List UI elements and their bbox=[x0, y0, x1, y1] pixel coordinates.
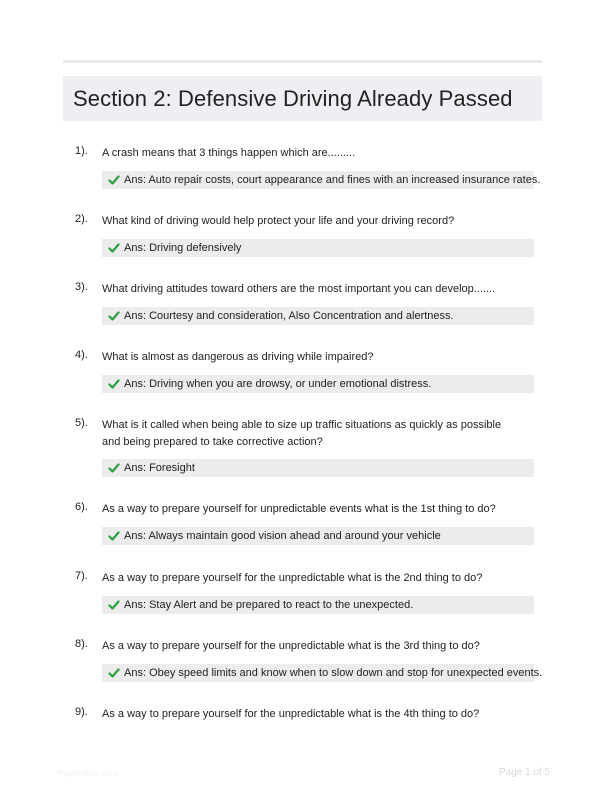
question-number: 4). bbox=[75, 349, 88, 361]
answer-text: Ans: Obey speed limits and know when to slow down and stop for unexpected events. bbox=[124, 667, 543, 679]
answer-text: Ans: Courtesy and consideration, Also Concentration and alertness. bbox=[124, 310, 454, 322]
answer-box bbox=[102, 459, 534, 477]
question-number: 6). bbox=[75, 501, 88, 513]
answer-box bbox=[102, 307, 534, 325]
answer-box bbox=[102, 527, 534, 545]
question-number: 1). bbox=[75, 145, 88, 157]
question-number: 5). bbox=[75, 417, 88, 429]
check-icon bbox=[108, 174, 120, 186]
question-number: 8). bbox=[75, 638, 88, 650]
question-text: What kind of driving would help protect your life and your driving record? bbox=[102, 215, 455, 227]
top-divider bbox=[63, 60, 542, 63]
check-icon bbox=[108, 462, 120, 474]
check-icon bbox=[108, 242, 120, 254]
answer-box bbox=[102, 664, 543, 682]
question-text: As a way to prepare yourself for the unpredictable what is the 4th thing to do? bbox=[102, 708, 480, 720]
answer-text: Ans: Always maintain good vision ahead and around your vehicle bbox=[124, 530, 441, 542]
question-text: A crash means that 3 things happen which are......... bbox=[102, 147, 356, 159]
check-icon bbox=[108, 378, 120, 390]
section-title: Section 2: Defensive Driving Already Passed bbox=[73, 85, 513, 111]
answer-text: Ans: Driving defensively bbox=[124, 242, 242, 254]
check-icon bbox=[108, 530, 120, 542]
answer-box bbox=[102, 239, 534, 257]
footer-site: Papersbio.com bbox=[58, 768, 119, 778]
question-number: 3). bbox=[75, 281, 88, 293]
question-text: What is it called when being able to size up traffic situations as quickly as possible and being prepared to take corrective action? bbox=[102, 419, 502, 448]
question-text: As a way to prepare yourself for the unpredictable what is the 2nd thing to do? bbox=[102, 572, 483, 584]
page-indicator: Page 1 of 5 bbox=[498, 767, 550, 778]
question-text: What is almost as dangerous as driving while impaired? bbox=[102, 351, 374, 363]
answer-box bbox=[102, 596, 534, 614]
answer-box bbox=[102, 171, 541, 189]
check-icon bbox=[108, 599, 120, 611]
answer-text: Ans: Foresight bbox=[124, 462, 195, 474]
check-icon bbox=[108, 667, 120, 679]
question-number: 2). bbox=[75, 213, 88, 225]
check-icon bbox=[108, 310, 120, 322]
question-text: What driving attitudes toward others are the most important you can develop....... bbox=[102, 283, 496, 295]
answer-text: Ans: Driving when you are drowsy, or under emotional distress. bbox=[124, 378, 432, 390]
question-text: As a way to prepare yourself for the unpredictable what is the 3rd thing to do? bbox=[102, 640, 480, 652]
question-number: 9). bbox=[75, 706, 88, 718]
answer-text: Ans: Auto repair costs, court appearance and fines with an increased insurance rates. bbox=[124, 174, 541, 186]
section-header bbox=[63, 76, 542, 121]
answer-text: Ans: Stay Alert and be prepared to react to the unexpected. bbox=[124, 599, 414, 611]
answer-box bbox=[102, 375, 534, 393]
question-number: 7). bbox=[75, 570, 88, 582]
question-text: As a way to prepare yourself for unpredictable events what is the 1st thing to do? bbox=[102, 503, 496, 515]
